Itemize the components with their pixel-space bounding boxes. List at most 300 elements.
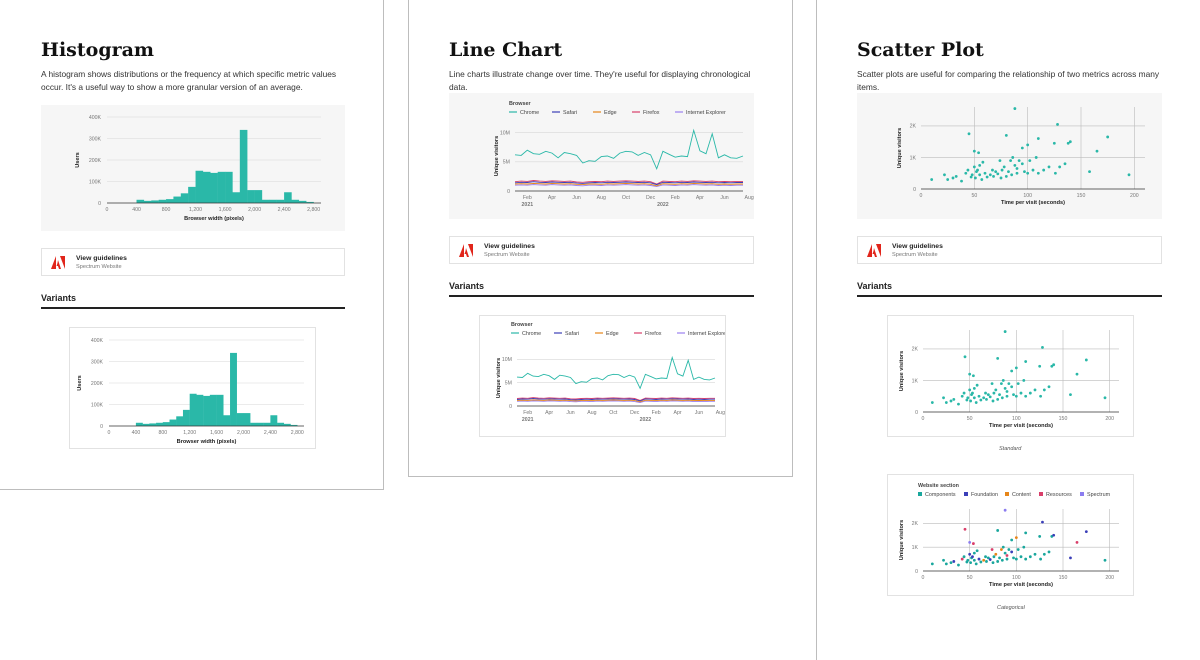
scatter-point [1104, 559, 1107, 562]
scatter-point [1004, 552, 1007, 555]
legend-swatch [918, 492, 922, 496]
x-tick-label: 1,200 [183, 430, 197, 436]
scatter-point [946, 178, 949, 181]
legend-label: Safari [563, 110, 578, 116]
scatter-point [1004, 387, 1007, 390]
scatter-categorical-card [887, 474, 1134, 596]
histogram-chart-area [41, 105, 345, 231]
y-tick-label: 5M [504, 380, 512, 387]
x-tick-label: 150 [1058, 416, 1068, 422]
adobe-logo-icon [51, 256, 65, 269]
scatter-point [992, 400, 995, 403]
scatter-point [1016, 172, 1019, 175]
line-chart-variant [480, 316, 725, 436]
scatter-point [931, 401, 934, 404]
scatter-point [1001, 169, 1004, 172]
scatter-point [1069, 393, 1072, 396]
scatter-point [1058, 166, 1061, 169]
histogram-bar [291, 200, 299, 203]
scatter-point [1056, 123, 1059, 126]
histogram-bar [196, 171, 204, 203]
scatter-point [1034, 553, 1037, 556]
x-tick-label: Apr [673, 410, 682, 416]
scatter-point [968, 541, 971, 544]
scatter-point [989, 558, 992, 561]
histogram-bar [170, 420, 177, 426]
y-tick-label: 100K [90, 402, 103, 409]
scatter-point [973, 166, 976, 169]
x-year-label: 2022 [657, 202, 669, 208]
scatter-point [994, 170, 997, 173]
histogram-bar [269, 200, 277, 203]
x-tick-label: Apr [695, 195, 704, 201]
legend-swatch [964, 492, 968, 496]
scatter-categorical-chart [888, 475, 1133, 595]
scatter-point [1106, 136, 1109, 139]
histogram-bar [257, 423, 264, 426]
series-line [515, 185, 743, 187]
scatter-point [1016, 167, 1019, 170]
x-axis-label: Time per visit (seconds) [1001, 200, 1065, 206]
scatter-point [980, 178, 983, 181]
x-tick-label: Feb [522, 195, 532, 201]
scatter-plot-title: Scatter Plot [857, 39, 984, 61]
scatter-point [976, 549, 979, 552]
scatter-point [1069, 140, 1072, 143]
scatter-standard-card [887, 315, 1134, 437]
scatter-standard-chart [888, 316, 1133, 436]
y-tick-label: 100K [88, 179, 101, 186]
scatter-point [1034, 389, 1037, 392]
y-tick-label: 2K [911, 346, 918, 353]
scatter-point [945, 401, 948, 404]
scatter-point [974, 177, 977, 180]
scatter-point [996, 357, 999, 360]
scatter-point [978, 164, 981, 167]
scatter-point [977, 151, 980, 154]
histogram-panel [0, 0, 384, 490]
scatter-point [1029, 555, 1032, 558]
scatter-point [1041, 346, 1044, 349]
y-tick-label: 0 [509, 403, 512, 410]
scatter-point [942, 559, 945, 562]
line-chart [449, 93, 754, 219]
scatter-point [993, 392, 996, 395]
scatter-point [973, 396, 976, 399]
histogram-bar [181, 193, 189, 203]
y-tick-label: 300K [88, 136, 101, 143]
scatter-point [955, 175, 958, 178]
histogram-bar [277, 423, 284, 426]
x-tick-label: Aug [715, 410, 725, 416]
y-axis-label: Unique visitors [899, 350, 905, 392]
guidelines-title: View guidelines [76, 255, 127, 262]
scatter-point [1038, 365, 1041, 368]
legend-title: Browser [511, 322, 533, 328]
scatter-point [1017, 548, 1020, 551]
x-tick-label: Apr [545, 410, 554, 416]
scatter-point [1010, 551, 1013, 554]
scatter-point [1006, 554, 1009, 557]
scatter-point [986, 176, 989, 179]
scatter-point [996, 529, 999, 532]
y-tick-label: 2K [911, 521, 918, 528]
x-tick-label: 400 [131, 430, 141, 436]
scatter-point [1013, 164, 1016, 167]
scatter-point [963, 392, 966, 395]
y-tick-label: 1K [911, 544, 918, 551]
scatter-point [979, 561, 982, 564]
y-tick-label: 200K [90, 380, 103, 387]
histogram-bar [210, 173, 218, 203]
histogram-bar [264, 423, 271, 426]
y-axis-label: Unique visitors [496, 357, 502, 399]
histogram-bar [270, 415, 277, 426]
y-axis-label: Users [77, 375, 83, 391]
scatter-point [1010, 173, 1013, 176]
x-tick-label: Aug [587, 410, 597, 416]
scatter-point [1026, 143, 1029, 146]
x-tick-label: 0 [921, 575, 925, 581]
scatter-point [1010, 539, 1013, 542]
scatter-plot-panel [816, 0, 1200, 660]
histogram-bar [243, 413, 250, 426]
legend-label: Internet Explorer [688, 331, 725, 337]
legend-label: Chrome [522, 331, 542, 337]
scatter-point [964, 355, 967, 358]
y-tick-label: 300K [90, 359, 103, 366]
scatter-point [1021, 162, 1024, 165]
x-tick-label: 2,000 [248, 207, 262, 213]
scatter-point [1000, 177, 1003, 180]
scatter-point [1028, 159, 1031, 162]
scatter-point [1076, 373, 1079, 376]
scatter-point [957, 564, 960, 567]
scatter-point [1024, 558, 1027, 561]
scatter-chart [857, 93, 1162, 219]
histogram-bar [183, 410, 190, 426]
scatter-point [991, 382, 994, 385]
scatter-point [1054, 172, 1057, 175]
series-line [517, 358, 715, 389]
histogram-title: Histogram [41, 39, 155, 61]
scatter-point [1088, 170, 1091, 173]
scatter-point [971, 173, 974, 176]
line-chart-variant-card [479, 315, 726, 437]
x-tick-label: 2,000 [236, 430, 250, 436]
scatter-point [960, 180, 963, 183]
x-tick-label: 200 [1105, 575, 1114, 581]
scatter-point [976, 384, 979, 387]
guidelines-title: View guidelines [484, 243, 535, 250]
y-axis-label: Unique visitors [899, 519, 905, 561]
histogram-bar [210, 395, 217, 426]
series-line [515, 130, 743, 169]
scatter-point [1001, 559, 1004, 562]
scatter-point [981, 161, 984, 164]
scatter-point [950, 400, 953, 403]
scatter-point [992, 175, 995, 178]
x-tick-label: 200 [1105, 416, 1114, 422]
x-tick-label: 1,200 [189, 207, 203, 213]
variants-heading: Variants [41, 293, 77, 303]
histogram-bar [250, 423, 257, 426]
histogram-variant-card [69, 327, 316, 449]
scatter-point [1018, 159, 1021, 162]
line-chart-title: Line Chart [449, 39, 563, 61]
scatter-point [1022, 546, 1025, 549]
scatter-point [996, 560, 999, 563]
scatter-point [1039, 395, 1042, 398]
scatter-point [1015, 536, 1018, 539]
scatter-point [996, 172, 999, 175]
y-tick-label: 10M [499, 130, 510, 137]
scatter-point [963, 555, 966, 558]
scatter-point [1015, 366, 1018, 369]
legend-label: Spectrum [1087, 492, 1111, 498]
scatter-point [968, 389, 971, 392]
scatter-point [1096, 150, 1099, 153]
scatter-point [1035, 156, 1038, 159]
histogram-bar [232, 192, 240, 203]
scatter-point [972, 542, 975, 545]
scatter-point [1001, 396, 1004, 399]
scatter-point [1032, 169, 1035, 172]
scatter-point [961, 395, 964, 398]
scatter-point [969, 400, 972, 403]
scatter-point [961, 558, 964, 561]
scatter-point [1076, 541, 1079, 544]
legend-label: Chrome [520, 110, 540, 116]
scatter-point [975, 562, 978, 565]
scatter-point [984, 172, 987, 175]
scatter-point [1009, 159, 1012, 162]
variants-divider [449, 295, 754, 297]
scatter-point [1010, 385, 1013, 388]
histogram-bar [217, 395, 224, 426]
histogram-bar [196, 395, 203, 426]
x-tick-label: Feb [523, 410, 533, 416]
scatter-point [952, 177, 955, 180]
legend-label: Edge [606, 331, 619, 337]
x-year-label: 2022 [639, 417, 652, 423]
y-tick-label: 1K [911, 378, 918, 385]
y-tick-label: 0 [507, 188, 510, 195]
scatter-point [957, 403, 960, 406]
histogram-bar [166, 199, 174, 203]
scatter-point [943, 173, 946, 176]
histogram-bar [247, 190, 255, 203]
x-tick-label: Dec [645, 195, 656, 201]
y-tick-label: 0 [915, 568, 918, 575]
y-axis-label: Unique visitors [494, 135, 500, 177]
scatter-point [1000, 382, 1003, 385]
y-axis-label: Unique visitors [897, 127, 903, 169]
scatter-point [973, 150, 976, 153]
y-tick-label: 400K [88, 114, 101, 121]
scatter-point [1024, 395, 1027, 398]
guidelines-link[interactable] [857, 236, 1162, 264]
scatter-point [1048, 385, 1051, 388]
histogram-bar [203, 396, 210, 426]
scatter-point [998, 556, 1001, 559]
scatter-point [991, 548, 994, 551]
variants-heading: Variants [857, 281, 893, 291]
x-tick-label: 2,800 [307, 207, 321, 213]
scatter-point [1013, 107, 1016, 110]
histogram-bar [137, 200, 145, 203]
guidelines-link[interactable] [41, 248, 345, 276]
x-tick-label: 150 [1058, 575, 1068, 581]
x-axis-label: Time per visit (seconds) [989, 423, 1053, 429]
scatter-point [1039, 558, 1042, 561]
guidelines-link[interactable] [449, 236, 754, 264]
scatter-point [987, 393, 990, 396]
x-tick-label: 1,600 [218, 207, 232, 213]
scatter-point [967, 169, 970, 172]
x-tick-label: Jun [566, 410, 575, 416]
scatter-point [1000, 548, 1003, 551]
histogram-chart [41, 105, 345, 231]
scatter-point [1005, 175, 1008, 178]
scatter-point [945, 562, 948, 565]
scatter-point [1024, 531, 1027, 534]
x-tick-label: 400 [132, 207, 141, 213]
histogram-bar [159, 200, 167, 203]
scatter-point [1128, 173, 1131, 176]
x-tick-label: 100 [1012, 416, 1021, 422]
histogram-bar [237, 413, 244, 426]
histogram-bar [262, 200, 270, 203]
histogram-bar [136, 423, 143, 426]
scatter-point [1048, 551, 1051, 554]
series-line [517, 401, 715, 403]
categorical-caption: Categorical [997, 605, 1025, 611]
scatter-plot-description: Scatter plots are useful for comparing the relationship of two metrics across many items. [857, 69, 1160, 92]
histogram-bar [218, 172, 226, 203]
legend-swatch [1080, 492, 1084, 496]
scatter-point [942, 396, 945, 399]
x-tick-label: 2,400 [277, 207, 291, 213]
legend-title: Browser [509, 101, 531, 107]
scatter-point [1085, 530, 1088, 533]
y-tick-label: 5M [502, 159, 510, 166]
legend-title: Website section [918, 483, 959, 489]
x-tick-label: Aug [744, 195, 754, 201]
scatter-point [978, 558, 981, 561]
guidelines-title: View guidelines [892, 243, 943, 250]
histogram-variant-chart [70, 328, 315, 448]
guidelines-subtitle: Spectrum Website [892, 252, 938, 258]
x-year-label: 2021 [521, 202, 534, 208]
y-tick-label: 0 [98, 200, 101, 207]
scatter-point [1011, 156, 1014, 159]
x-tick-label: Feb [670, 195, 680, 201]
scatter-point [1064, 162, 1067, 165]
scatter-point [985, 398, 988, 401]
y-tick-label: 200K [88, 157, 101, 164]
scatter-point [950, 561, 953, 564]
scatter-point [1038, 535, 1041, 538]
scatter-point [1002, 546, 1005, 549]
histogram-bar [240, 130, 248, 203]
scatter-point [1053, 142, 1056, 145]
scatter-point [930, 178, 933, 181]
scatter-point [985, 560, 988, 563]
x-year-label: 2021 [521, 417, 534, 423]
legend-swatch [1005, 492, 1009, 496]
scatter-point [1005, 134, 1008, 137]
scatter-point [975, 401, 978, 404]
scatter-point [996, 398, 999, 401]
histogram-bar [188, 187, 196, 203]
legend-label: Edge [604, 110, 617, 116]
scatter-point [984, 555, 987, 558]
scatter-point [976, 169, 979, 172]
scatter-point [999, 159, 1002, 162]
x-tick-label: 50 [966, 416, 973, 422]
scatter-point [992, 561, 995, 564]
scatter-point [1043, 389, 1046, 392]
scatter-point [1042, 169, 1045, 172]
scatter-point [1004, 509, 1007, 512]
variants-divider [41, 307, 345, 309]
scatter-point [1010, 370, 1013, 373]
y-tick-label: 10M [501, 357, 512, 364]
x-tick-label: 0 [919, 193, 923, 199]
line-chart-area [449, 93, 754, 219]
scatter-point [1037, 137, 1040, 140]
scatter-point [966, 396, 969, 399]
scatter-point [991, 169, 994, 172]
legend-label: Firefox [643, 110, 660, 116]
scatter-point [978, 395, 981, 398]
scatter-point [1052, 363, 1055, 366]
scatter-point [982, 559, 985, 562]
x-tick-label: 50 [966, 575, 973, 581]
histogram-bar [203, 172, 211, 203]
x-tick-label: 150 [1076, 193, 1086, 199]
scatter-point [1037, 172, 1040, 175]
standard-caption: Standard [999, 446, 1022, 452]
scatter-point [973, 559, 976, 562]
scatter-point [973, 387, 976, 390]
scatter-point [952, 560, 955, 563]
scatter-point [984, 392, 987, 395]
scatter-point [1007, 170, 1010, 173]
legend-label: Safari [565, 331, 580, 337]
scatter-point [989, 395, 992, 398]
scatter-point [969, 561, 972, 564]
x-tick-label: Apr [547, 195, 557, 201]
guidelines-subtitle: Spectrum Website [76, 264, 122, 270]
scatter-point [971, 555, 974, 558]
scatter-point [978, 173, 981, 176]
histogram-bar [230, 353, 237, 426]
x-tick-label: 1,600 [210, 430, 224, 436]
scatter-point [1052, 534, 1055, 537]
scatter-point [1002, 379, 1005, 382]
x-tick-label: 0 [921, 416, 925, 422]
histogram-bar [223, 415, 230, 426]
line-chart-panel [408, 0, 793, 477]
adobe-logo-icon [867, 244, 881, 257]
y-tick-label: 2K [909, 123, 916, 130]
scatter-point [979, 399, 982, 402]
scatter-point [966, 559, 969, 562]
scatter-point [964, 528, 967, 531]
variants-divider [857, 295, 1162, 297]
